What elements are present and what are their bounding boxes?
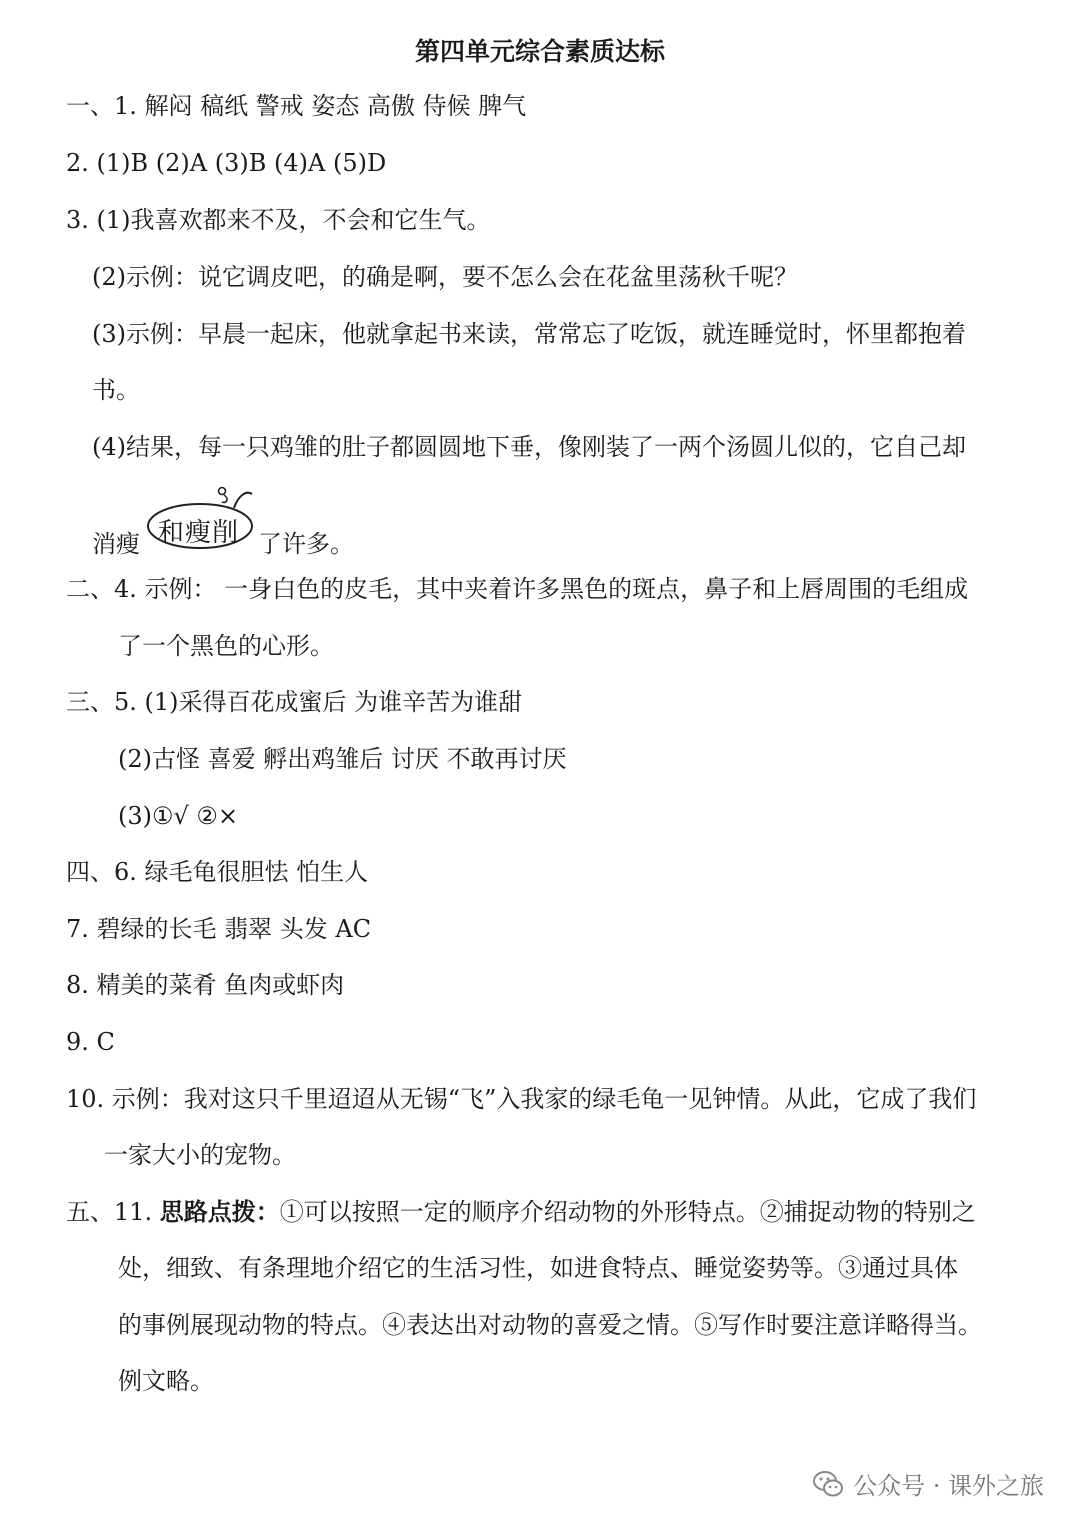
watermark-text: 公众号 · 课外之旅 (853, 1472, 1044, 1500)
answer-line-8b: 了许多。 (258, 530, 354, 558)
answer-line-9: 二、4. 示例： 一身白色的皮毛，其中夹着许多黑色的斑点，鼻子和上唇周围的毛组成 (66, 575, 969, 603)
answer-line-13: (3)①√ ②× (118, 802, 239, 830)
hint-text: ①可以按照一定的顺序介绍动物的外形特点。②捕捉动物的特别之 (279, 1198, 976, 1226)
hint-label: 思路点拨： (159, 1198, 280, 1226)
answer-line-5: (3)示例：早晨一起床，他就拿起书来读，常常忘了吃饭，就连睡觉时，怀里都抱着 (92, 320, 966, 348)
answer-line-4: (2)示例：说它调皮吧，的确是啊，要不怎么会在花盆里荡秋千呢？ (92, 263, 798, 291)
answer-line-6: 书。 (92, 376, 140, 404)
answer-line-19: 一家大小的宠物。 (104, 1141, 296, 1169)
handwritten-correction (146, 482, 266, 552)
answer-line-14: 四、6. 绿毛龟很胆怯 怕生人 (66, 858, 369, 886)
answer-line-15: 7. 碧绿的长毛 翡翠 头发 AC (66, 915, 372, 943)
section-label: 五、11. (66, 1198, 160, 1226)
answer-line-22: 的事例展现动物的特点。④表达出对动物的喜爱之情。⑤写作时要注意详略得当。 (118, 1311, 982, 1339)
answer-line-17: 9. C (66, 1028, 115, 1056)
page-title: 第四单元综合素质达标 (414, 37, 665, 66)
answer-line-16: 8. 精美的菜肴 鱼肉或虾肉 (66, 971, 345, 999)
answer-line-18: 10. 示例：我对这只千里迢迢从无锡“飞”入我家的绿毛龟一见钟情。从此，它成了我们 (66, 1085, 977, 1113)
answer-line-12: (2)古怪 喜爱 孵出鸡雏后 讨厌 不敢再讨厌 (118, 745, 567, 773)
answer-line-20 (66, 1196, 976, 1228)
answer-line-3: 3. (1)我喜欢都来不及，不会和它生气。 (66, 206, 491, 234)
answer-line-11: 三、5. (1)采得百花成蜜后 为谁辛苦为谁甜 (66, 688, 523, 716)
answer-line-7: (4)结果，每一只鸡雏的肚子都圆圆地下垂，像刚装了一两个汤圆儿似的，它自己却 (92, 433, 966, 461)
handwritten-insert: 和瘦削 (158, 518, 240, 548)
watermark (811, 1466, 1044, 1501)
answer-line-8a: 消瘦 (92, 530, 140, 558)
answer-line-1: 一、1. 解闷 稿纸 警戒 姿态 高傲 侍候 脾气 (66, 92, 527, 120)
answer-line-21: 处，细致、有条理地介绍它的生活习性，如进食特点、睡觉姿势等。③通过具体 (118, 1254, 958, 1282)
answer-line-23: 例文略。 (118, 1367, 214, 1395)
answer-line-10: 了一个黑色的心形。 (118, 632, 334, 660)
wechat-icon (811, 1467, 845, 1501)
answer-line-2: 2. (1)B (2)A (3)B (4)A (5)D (66, 149, 387, 177)
